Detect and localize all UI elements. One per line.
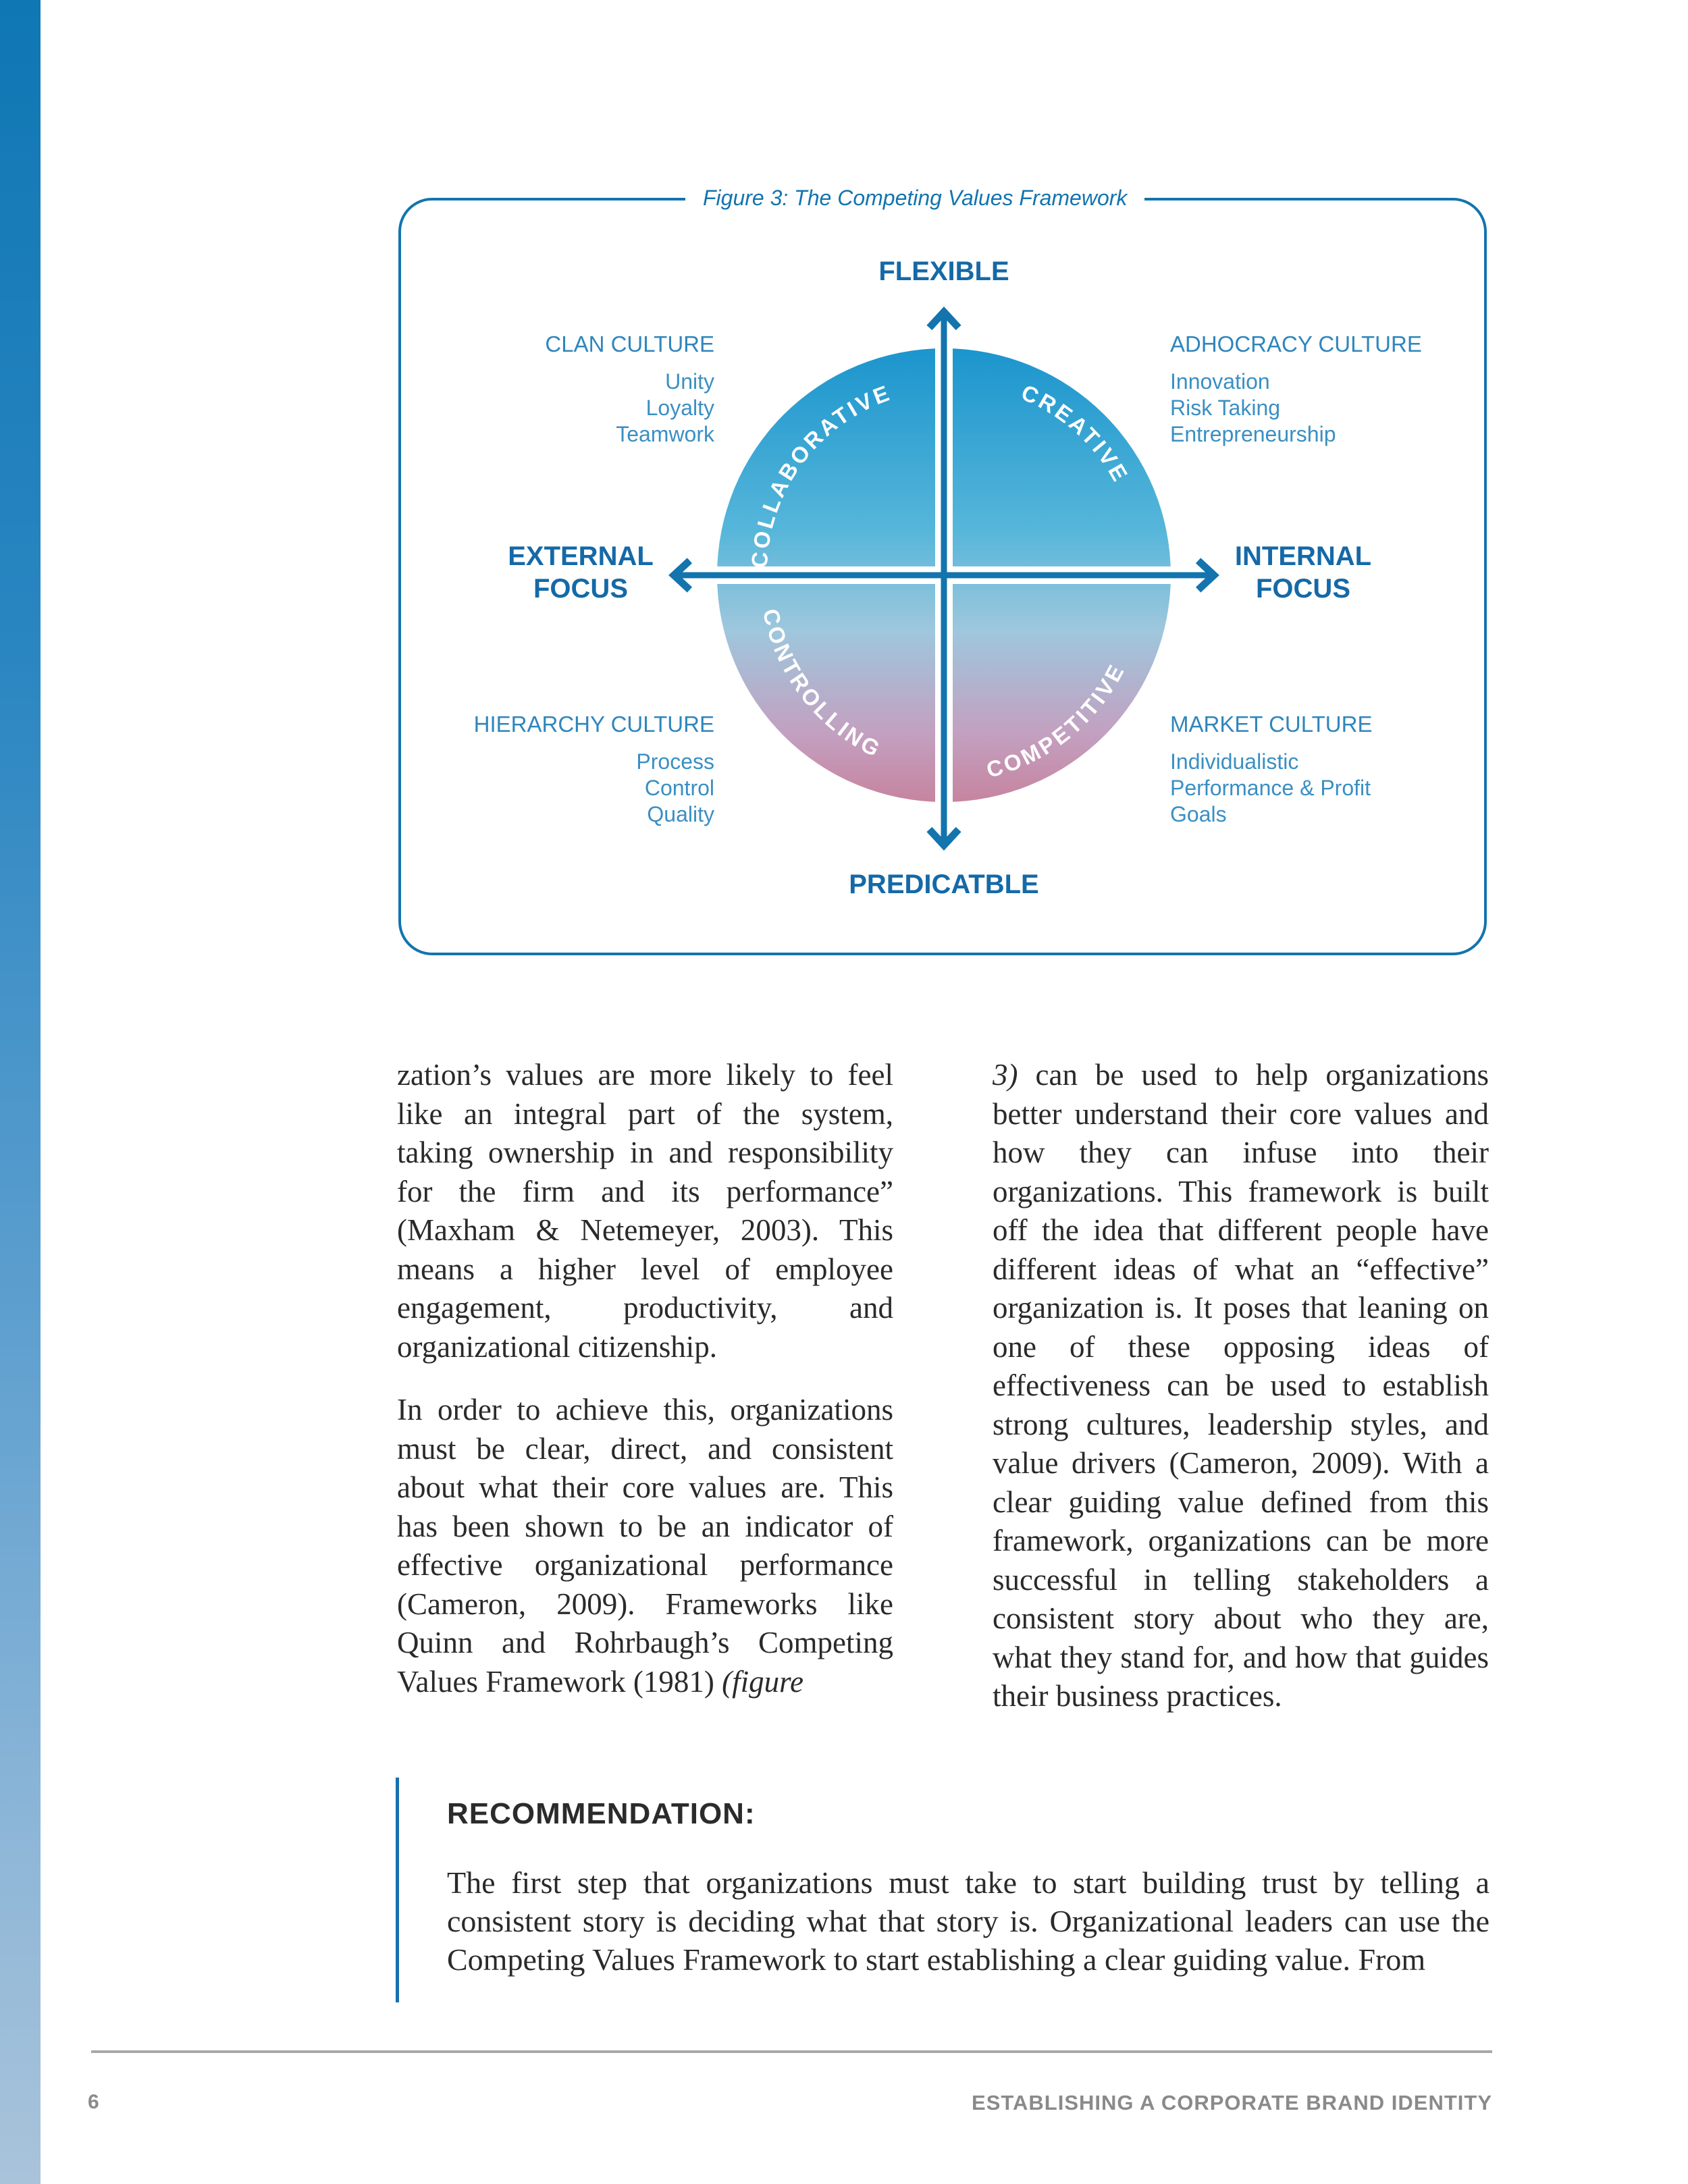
recommendation-bar [396, 1778, 399, 2002]
axis-label-top: FLEXIBLE [878, 257, 1009, 286]
axis-label-left: EXTERNAL FOCUS [508, 541, 654, 604]
axis-label-bottom: PREDICATBLE [849, 870, 1039, 899]
quadrant-word-creative: CREATIVE [1018, 379, 1134, 487]
figure-caption: Figure 3: The Competing Values Framework [685, 184, 1144, 212]
body-paragraph: zation’s values are more likely to feel like an integral part of the system, taking ownership in and responsibility for the firm and its performance” (Maxham & Netemeyer, 2003). This means a higher level of employee engagement, productivity, and organizational citizenship. [397, 1058, 893, 1364]
running-title: ESTABLISHING A CORPORATE BRAND IDENTITY [972, 2091, 1492, 2114]
body-paragraph: In order to achieve this, organizations must be clear, direct, and consistent about what their core values are. This has been shown to be an indicator of effective organizational performance (Cameron, 2009). Frameworks like Quinn and Rohrbaugh’s Competing Values Framework (1981) (figure [397, 1393, 893, 1699]
culture-adhocracy: ADHOCRACY CULTURE Innovation Risk Taking Entrepreneurship [1170, 331, 1422, 446]
body-column-right [993, 1056, 1489, 1716]
footer-divider [91, 2050, 1492, 2053]
recommendation-text: The first step that organizations must take to start building trust by telling a consistent story is deciding what that story is. Organizational leaders can use the Competing Values Framework to start establishing a clear guiding value. From [447, 1865, 1489, 1977]
quadrant-word-competitive: COMPETITIVE [983, 658, 1130, 783]
recommendation-title: RECOMMENDATION: [447, 1797, 756, 1830]
culture-market: MARKET CULTURE Individualistic Performance & Profit Goals [1170, 712, 1373, 826]
quadrant-word-collaborative: COLLABORATIVE [746, 379, 895, 569]
body-paragraph: 3) can be used to help organizations better understand their core values and how they can infuse into their organizations. This framework is built off the idea that different people have different ideas of what an “effective” organization is. It poses that leaning on one of these opposing ideas of effectiveness can be used to establish strong cultures, leadership styles, and value drivers (Cameron, 2009). With a clear guiding value defined from this framework, organizations can be more successful in telling stakeholders a consistent story about who they are, what they stand for, and how that guides their business practices. [993, 1058, 1489, 1713]
quadrant-word-controlling: CONTROLLING [758, 606, 887, 763]
body-column-left [397, 1056, 893, 1701]
culture-clan: CLAN CULTURE Unity Loyalty Teamwork [545, 331, 714, 446]
page-number: 6 [88, 2091, 99, 2113]
culture-hierarchy: HIERARCHY CULTURE Process Control Quality [473, 712, 714, 826]
axis-label-right: INTERNAL FOCUS [1234, 541, 1372, 604]
